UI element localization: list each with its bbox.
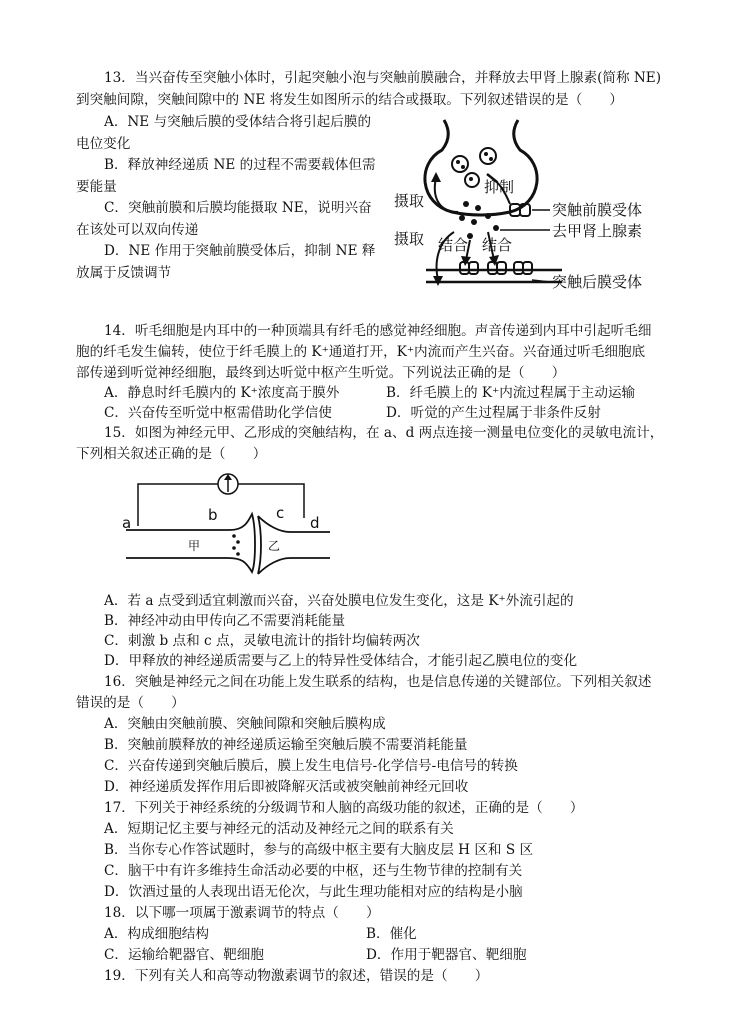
q16-stem-line-2: 错误的是（ ） <box>76 695 185 711</box>
q16-option-c: C．兴奋传递到突触后膜后，膜上发生电信号-化学信号-电信号的转换 <box>104 758 518 774</box>
q13-option-b: B．释放神经递质 NE 的过程不需要载体但需 <box>104 157 376 173</box>
q13-option-c: C．突触前膜和后膜均能摄取 NE，说明兴奋 <box>104 200 372 216</box>
q14-option-a: A．静息时纤毛膜内的 K⁺浓度高于膜外 <box>104 385 340 401</box>
q15-stem-line-1: 15．如图为神经元甲、乙形成的突触结构，在 a、d 两点连接一测量电位变化的灵敏电流计， <box>104 425 664 441</box>
point-c-label: c <box>276 504 285 522</box>
q18-stem: 18．以下哪一项属于激素调节的特点（ ） <box>104 905 380 921</box>
q13-option-d: D．NE 作用于突触前膜受体后，抑制 NE 释 <box>104 243 376 259</box>
norepinephrine-label: 去甲肾上腺素 <box>552 222 643 240</box>
q13-synapse-figure <box>392 112 667 302</box>
q14-option-d: D．听觉的产生过程属于非条件反射 <box>386 405 601 421</box>
q15-stem-line-2: 下列相关叙述正确的是（ ） <box>76 446 267 462</box>
inhibit-label: 抑制 <box>484 178 515 196</box>
q17-stem: 17．下列关于神经系统的分级调节和人脑的高级功能的叙述，正确的是（ ） <box>104 800 584 816</box>
neuron-yi-label: 乙 <box>268 539 281 553</box>
q17-option-c: C．脑干中有许多维持生命活动必要的中枢，还与生物节律的控制有关 <box>104 863 523 879</box>
ne-molecules <box>459 201 499 239</box>
q14-stem-line-2: 胞的纤毛发生偏转，使位于纤毛膜上的 K⁺通道打开，K⁺内流而产生兴奋。兴奋通过听毛细胞底 <box>76 344 646 360</box>
galvanometer <box>218 474 238 494</box>
q14-stem-line-1: 14．听毛细胞是内耳中的一种顶端具有纤毛的感觉神经细胞。声音传递到内耳中引起听毛细 <box>104 323 652 339</box>
q14-option-c: C．兴奋传至听觉中枢需借助化学信使 <box>104 405 332 421</box>
q13-option-c-cont: 在该处可以双向传递 <box>76 222 199 238</box>
bind-label-1: 结合 <box>438 236 469 254</box>
point-b-label: b <box>208 506 218 524</box>
q18-option-b: B．催化 <box>366 926 417 942</box>
q16-stem-line-1: 16．突触是神经元之间在功能上发生联系的结构，也是信息传递的关键部位。下列相关叙述 <box>104 674 652 690</box>
q16-option-b: B．突触前膜释放的神经递质运输至突触后膜不需要消耗能量 <box>104 737 468 753</box>
q18-option-c: C．运输给靶器官、靶细胞 <box>104 947 264 963</box>
q15-option-a: A．若 a 点受到适宜刺激而兴奋，兴奋处膜电位发生变化，这是 K⁺外流引起的 <box>104 593 574 609</box>
q15-option-b: B．神经冲动由甲传向乙不需要消耗能量 <box>104 613 346 629</box>
point-a-label: a <box>122 514 132 532</box>
presynaptic-receptor-label: 突触前膜受体 <box>552 201 643 219</box>
q14-stem-line-3: 部传递到听觉神经细胞，最终到达听觉中枢产生听觉。下列说法正确的是（ ） <box>76 365 566 381</box>
q13-option-a-cont: 电位变化 <box>76 136 131 152</box>
q18-option-d: D．作用于靶器官、靶细胞 <box>366 947 527 963</box>
bind-label-2: 结合 <box>482 236 513 254</box>
q17-option-d: D．饮酒过量的人表现出语无伦次，与此生理功能相对应的结构是小脑 <box>104 884 523 900</box>
q18-option-a: A．构成细胞结构 <box>104 926 209 942</box>
postsynaptic-receptor-shapes <box>460 262 532 274</box>
q17-option-b: B．当你专心作答试题时，参与的高级中枢主要有大脑皮层 H 区和 S 区 <box>104 842 534 858</box>
uptake-label-1: 摄取 <box>394 192 425 210</box>
q13-stem-line-2: 到突触间隙，突触间隙中的 NE 将发生如图所示的结合或摄取。下列叙述错误的是（ ） <box>76 92 624 108</box>
q13-option-a: A．NE 与突触后膜的受体结合将引起后膜的 <box>104 114 372 130</box>
q14-option-b: B．纤毛膜上的 K⁺内流过程属于主动运输 <box>386 385 636 401</box>
uptake-label-2: 摄取 <box>394 230 425 248</box>
q17-option-a: A．短期记忆主要与神经元的活动及神经元之间的联系有关 <box>104 821 454 837</box>
q13-stem-line-1: 13．当兴奋传至突触小体时，引起突触小泡与突触前膜融合，并释放去甲肾上腺素(简称 NE) <box>104 70 662 86</box>
q15-option-d: D．甲释放的神经递质需要与乙上的特异性受体结合，才能引起乙膜电位的变化 <box>104 653 578 669</box>
q13-option-b-cont: 要能量 <box>76 179 117 195</box>
point-d-label: d <box>310 514 320 532</box>
q13-option-d-cont: 放属于反馈调节 <box>76 265 172 281</box>
q16-option-d: D．神经递质发挥作用后即被降解灭活或被突触前神经元回收 <box>104 779 469 795</box>
q19-stem: 19．下列有关人和高等动物激素调节的叙述，错误的是（ ） <box>104 968 489 984</box>
q15-option-c: C．刺激 b 点和 c 点，灵敏电流计的指针均偏转两次 <box>104 633 420 649</box>
neuron-jia-label: 甲 <box>188 539 201 553</box>
q15-synapse-figure <box>118 466 338 584</box>
q16-option-a: A．突触由突触前膜、突触间隙和突触后膜构成 <box>104 716 386 732</box>
postsynaptic-receptor-label: 突触后膜受体 <box>552 273 643 291</box>
synaptic-vesicle-dots <box>232 534 240 556</box>
